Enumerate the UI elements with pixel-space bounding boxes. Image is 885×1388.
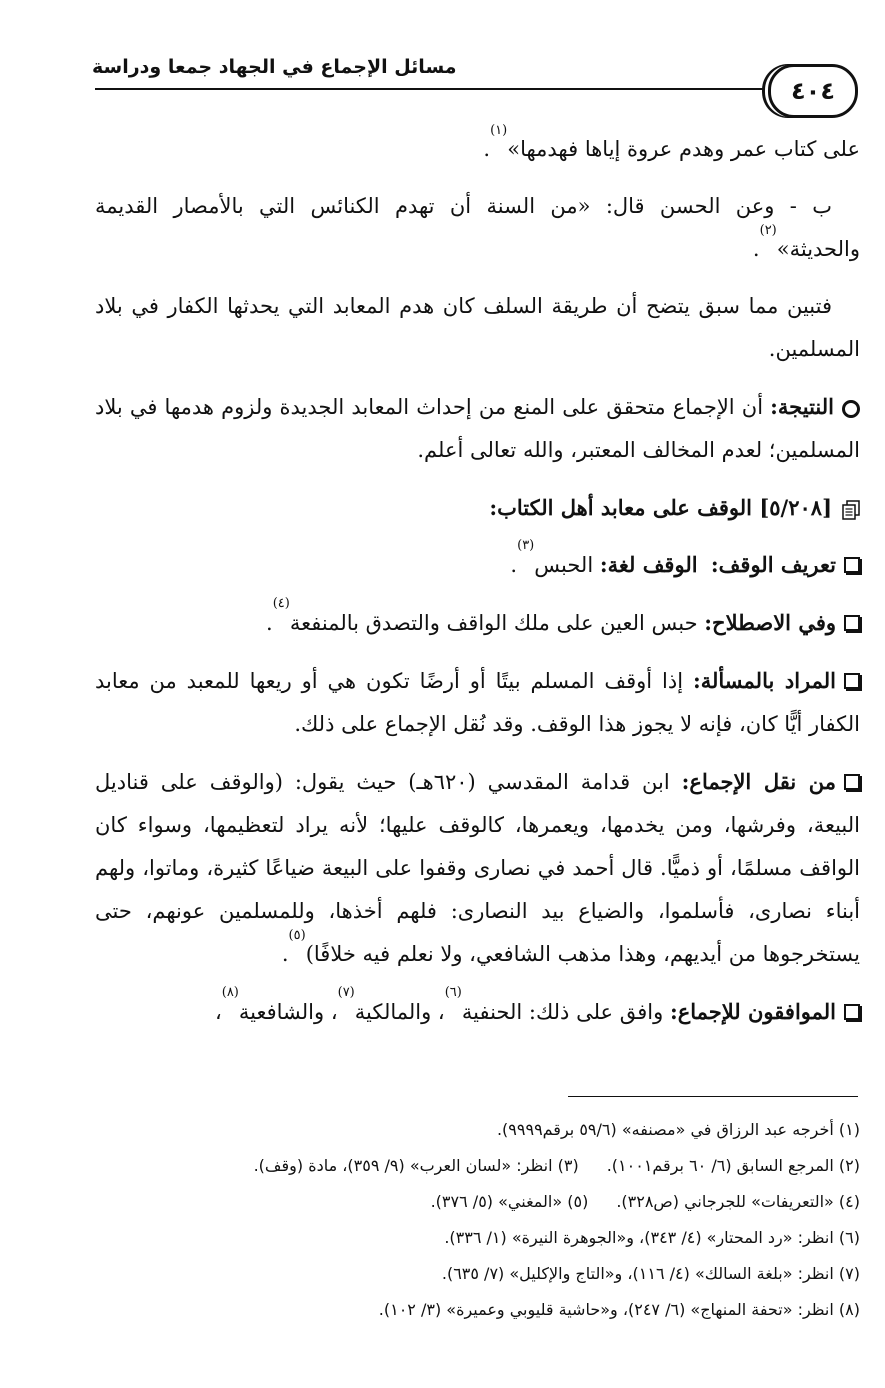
paragraph-2 [95,185,860,271]
definition-text: الحبس [534,553,594,577]
square-bullet-icon [844,615,860,631]
footnote-ref-6: (٦) [444,985,462,1000]
meaning-label: المراد بالمسألة: [692,668,836,693]
footnote-ref-5: (٥) [288,928,306,943]
transmission-label: من نقل الإجماع: [681,769,837,794]
footnote-3: (٣) انظر: «لسان العرب» (٩/ ٣٥٩)، مادة (وقف). [253,1156,579,1175]
terminology-label: وفي الاصطلاح: [704,610,836,635]
page-header [0,0,885,120]
definition-label: تعريف الوقف: [710,552,836,577]
footnote-7: (٧) انظر: «بلغة السالك» (٤/ ١١٦)، و«التاج والإكليل» (٧/ ٦٣٥). [441,1264,860,1283]
terminology-text: حبس العين على ملك الواقف والتصدق بالمنفعة [289,611,698,635]
paragraph-1 [95,123,860,171]
result-label: النتيجة: [770,394,834,419]
transmission-paragraph: من نقل الإجماع: ابن قدامة المقدسي (٦٢٠هـ) حيث يقول: (والوقف على قناديل البيعة، وفرشها، ومن يخدمها، ويعمرها، كالوقف عليها؛ لأنه يراد لتعظيمها، وسواء كان الواقف مسلمًا، أو ذميًّا. قال أحمد في نصارى وقفوا على البيعة ضياعًا كثيرة، وماتوا، ولهم أبناء نصارى، فأسلموا، والضياع بيد النصارى: فلهم أخذها، وللمسلمين عونهم، حتى يستخرجوها من أيديهم، وهذا مذهب الشافعي، ولا نعلم فيه خلافًا)$^{(٥)}$. [95,769,860,966]
section-heading [95,486,860,529]
running-title: مسائل الإجماع في الجهاد جمعا ودراسة [92,56,457,78]
agreement-text-1: وافق على ذلك: الحنفية [461,1000,664,1024]
page-number: ٤٠٤ [791,77,835,105]
footnote-ref-8: (٨) [221,985,239,1000]
result-text: أن الإجماع متحقق على المنع من إحداث المعابد الجديدة ولزوم هدمها في بلاد المسلمين؛ لعدم المخالف المعتبر، والله تعالى أعلم. [95,395,860,462]
footnote-row-2-3 [95,1148,860,1184]
square-bullet-icon [844,774,860,790]
header-rule [95,88,785,90]
footnote-5: (٥) «المغني» (٥/ ٣٧٦). [430,1192,589,1211]
paragraph-2-end: . [752,237,760,261]
agreement-text-3: ، والشافعية [238,1000,338,1024]
footnote-2: (٢) المرجع السابق (٦/ ٦٠ برقم١٠٠١). [606,1156,860,1175]
agreement-end: ، [214,1000,222,1024]
footnote-ref-2: (٢) [759,223,777,238]
footnote-ref-4: (٤) [272,596,290,611]
agreement-label: الموافقون للإجماع: [669,999,836,1024]
square-bullet-icon [844,1004,860,1020]
meaning-paragraph [95,659,860,746]
footnote-1: (١) أخرجه عبد الرزاق في «مصنفه» (٥٩/٦ برقم٩٩٩٩). [496,1120,860,1139]
footnote-separator [568,1096,858,1097]
result-paragraph [95,385,860,472]
footnote-4: (٤) «التعريفات» للجرجاني (ص٣٢٨). [616,1192,860,1211]
footnote-ref-7: (٧) [337,985,355,1000]
footnotes [95,1112,860,1328]
square-bullet-icon [844,673,860,689]
paragraph-1-end: . [483,137,491,161]
paragraph-2-text: ب - وعن الحسن قال: «من السنة أن تهدم الكنائس التي بالأمصار القديمة والحديثة» [95,194,860,261]
definition-paragraph: تعريف الوقف: الوقف لغة: الحبس$^{(٣)}$. [95,543,860,587]
agreement-paragraph [95,985,860,1034]
document-stack-icon [842,500,860,520]
main-text [95,123,860,1048]
page-number-badge [768,64,858,118]
footnote-8: (٨) انظر: «تحفة المنهاج» (٦/ ٢٤٧)، و«حاشية قليوبي وعميرة» (٣/ ١٠٢). [378,1300,860,1319]
footnote-ref-1: (١) [490,123,508,138]
footnote-ref-3: (٣) [517,538,535,553]
terminology-paragraph: وفي الاصطلاح: حبس العين على ملك الواقف والتصدق بالمنفعة$^{(٤)}$. [95,601,860,645]
section-title: [٥/٢٠٨] الوقف على معابد أهل الكتاب: [489,495,832,520]
meaning-text: إذا أوقف المسلم بيتًا أو أرضًا تكون هي أو ريعها للمعبد من معابد الكفار أيًّا كان، فإنه لا يجوز هذا الوقف. وقد نُقل الإجماع على ذلك. [95,669,860,736]
definition-sub-label: الوقف لغة: [599,552,698,577]
square-bullet-icon [844,557,860,573]
paragraph-1-text: على كتاب عمر وهدم عروة إياها فهدمها» [507,137,860,161]
footnote-6: (٦) انظر: «رد المحتار» (٤/ ٣٤٣)، و«الجوهرة النيرة» (١/ ٣٣٦). [444,1228,860,1247]
paragraph-3: فتبين مما سبق يتضح أن طريقة السلف كان هدم المعابد التي يحدثها الكفار في بلاد المسلمين. [95,294,860,361]
transmission-text: ابن قدامة المقدسي (٦٢٠هـ) حيث يقول: (والوقف على قناديل البيعة، وفرشها، ومن يخدمها، ويعمرها، كالوقف عليها؛ لأنه يراد لتعظيمها، وسواء كان الواقف مسلمًا، أو ذميًّا. قال أحمد في نصارى وقفوا على البيعة ضياعًا كثيرة، وماتوا، ولهم أبناء نصارى، فأسلموا، والضياع بيد النصارى: فلهم أخذها، وللمسلمين عونهم، حتى يستخرجوها من أيديهم، وهذا مذهب الشافعي، ولا نعلم فيه خلافًا) [95,770,860,966]
agreement-text-2: ، والمالكية [354,1000,445,1024]
footnote-row-4-5 [95,1184,860,1220]
circle-bullet-icon [842,400,860,418]
